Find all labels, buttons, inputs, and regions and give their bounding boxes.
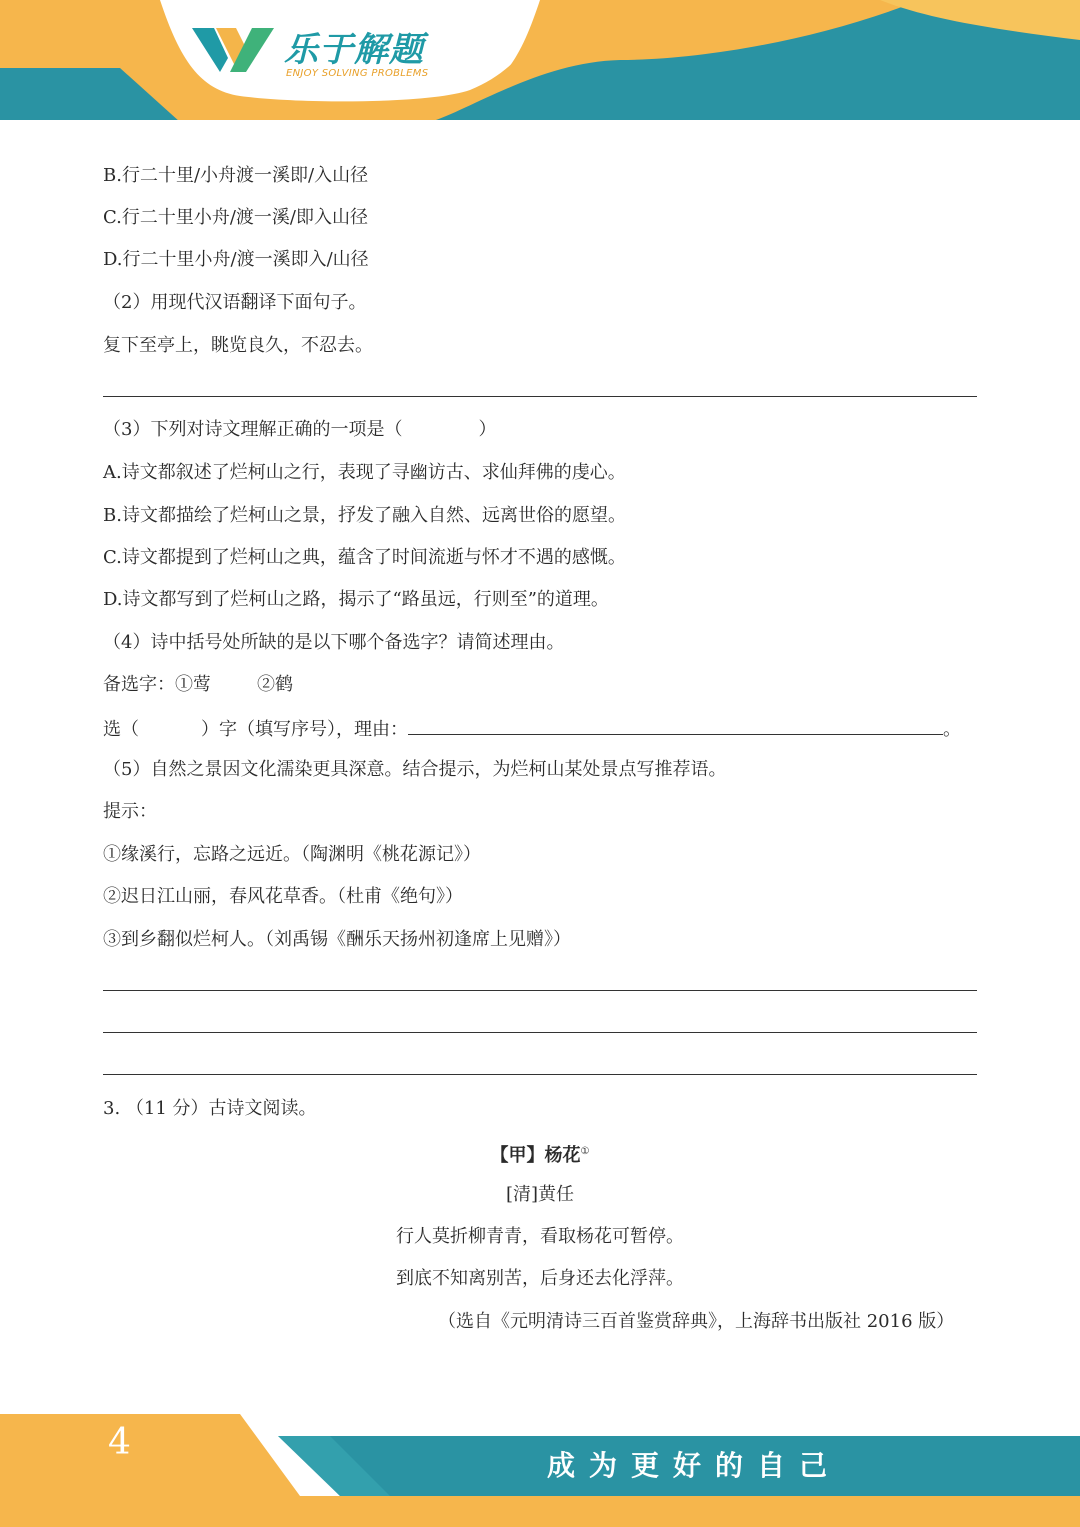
q5-hint-3: ③到乡翻似烂柯人。（刘禹锡《酬乐天扬州初逢席上见赠》） bbox=[103, 929, 571, 950]
q3-prompt-start: （3）下列对诗文理解正确的一项是（ bbox=[103, 419, 403, 440]
q4-choices-label: 备选字： bbox=[103, 674, 175, 695]
brand-title: 乐于解题 bbox=[284, 30, 424, 70]
q4-choice-2: ②鹤 bbox=[257, 674, 293, 695]
q3-option-b: B.诗文都描绘了烂柯山之景，抒发了融入自然、远离世俗的愿望。 bbox=[103, 505, 626, 526]
q2-sentence: 复下至亭上，眺览良久，不忍去。 bbox=[103, 335, 373, 356]
page-header bbox=[0, 0, 1080, 130]
option-c: C.行二十里小舟/渡一溪/即入山径 bbox=[103, 207, 368, 228]
q3-option-c: C.诗文都提到了烂柯山之典，蕴含了时间流逝与怀才不遇的感慨。 bbox=[103, 547, 626, 568]
answer-line[interactable] bbox=[103, 1032, 977, 1033]
poem-author: [清]黄任 bbox=[505, 1184, 575, 1205]
brand-subtitle: ENJOY SOLVING PROBLEMS bbox=[286, 68, 429, 79]
q5-prompt: （5）自然之景因文化濡染更具深意。结合提示，为烂柯山某处景点写推荐语。 bbox=[103, 759, 727, 780]
q4-prompt: （4）诗中括号处所缺的是以下哪个备选字？请简述理由。 bbox=[103, 632, 565, 653]
q4-answer-end: 。 bbox=[943, 719, 961, 740]
q3-section-heading: 3. （11 分）古诗文阅读。 bbox=[103, 1098, 317, 1119]
q4-choices bbox=[103, 673, 293, 697]
footer-banner bbox=[0, 1400, 1080, 1527]
option-b: B.行二十里/小舟渡一溪即/入山径 bbox=[103, 165, 369, 186]
poem-line-1: 行人莫折柳青青，看取杨花可暂停。 bbox=[396, 1226, 684, 1247]
option-d: D.行二十里小舟/渡一溪即入/山径 bbox=[103, 249, 369, 270]
q3-option-d: D.诗文都写到了烂柯山之路，揭示了“路虽远，行则至”的道理。 bbox=[103, 589, 609, 610]
brand-logo bbox=[190, 22, 440, 92]
q5-hint-label: 提示： bbox=[103, 801, 157, 822]
poem-line-2: 到底不知离别苦，后身还去化浮萍。 bbox=[396, 1268, 684, 1289]
brand-mark-icon bbox=[190, 22, 276, 76]
q3-prompt-end: ） bbox=[478, 419, 497, 440]
answer-line[interactable] bbox=[103, 396, 977, 397]
q4-answer-mid: ）字（填写序号），理由： bbox=[201, 719, 408, 740]
poem-source: （选自《元明清诗三百首鉴赏辞典》，上海辞书出版社 2016 版） bbox=[438, 1311, 955, 1332]
q3-option-a: A.诗文都叙述了烂柯山之行，表现了寻幽访古、求仙拜佛的虔心。 bbox=[103, 462, 626, 483]
poem-title: 【甲】杨花 bbox=[490, 1145, 581, 1166]
q4-reason-blank[interactable] bbox=[408, 716, 943, 735]
q5-hint-1: ①缘溪行，忘路之远近。（陶渊明《桃花源记》） bbox=[103, 844, 481, 865]
page-footer bbox=[0, 1400, 1080, 1527]
poem-title-row bbox=[0, 1140, 1080, 1168]
answer-line[interactable] bbox=[103, 990, 977, 991]
q3-prompt bbox=[103, 418, 496, 442]
header-banner bbox=[0, 0, 1080, 130]
q4-choice-1: ①莺 bbox=[175, 674, 211, 695]
q4-answer-start: 选（ bbox=[103, 719, 139, 740]
poem-footnote-mark: ① bbox=[580, 1146, 590, 1157]
footer-slogan: 成为更好的自己 bbox=[547, 1449, 842, 1482]
q4-answer bbox=[103, 716, 961, 742]
q2-prompt: （2）用现代汉语翻译下面句子。 bbox=[103, 292, 367, 313]
answer-line[interactable] bbox=[103, 1074, 977, 1075]
page-number: 4 bbox=[108, 1422, 131, 1463]
q5-hint-2: ②迟日江山丽，春风花草香。（杜甫《绝句》） bbox=[103, 886, 463, 907]
